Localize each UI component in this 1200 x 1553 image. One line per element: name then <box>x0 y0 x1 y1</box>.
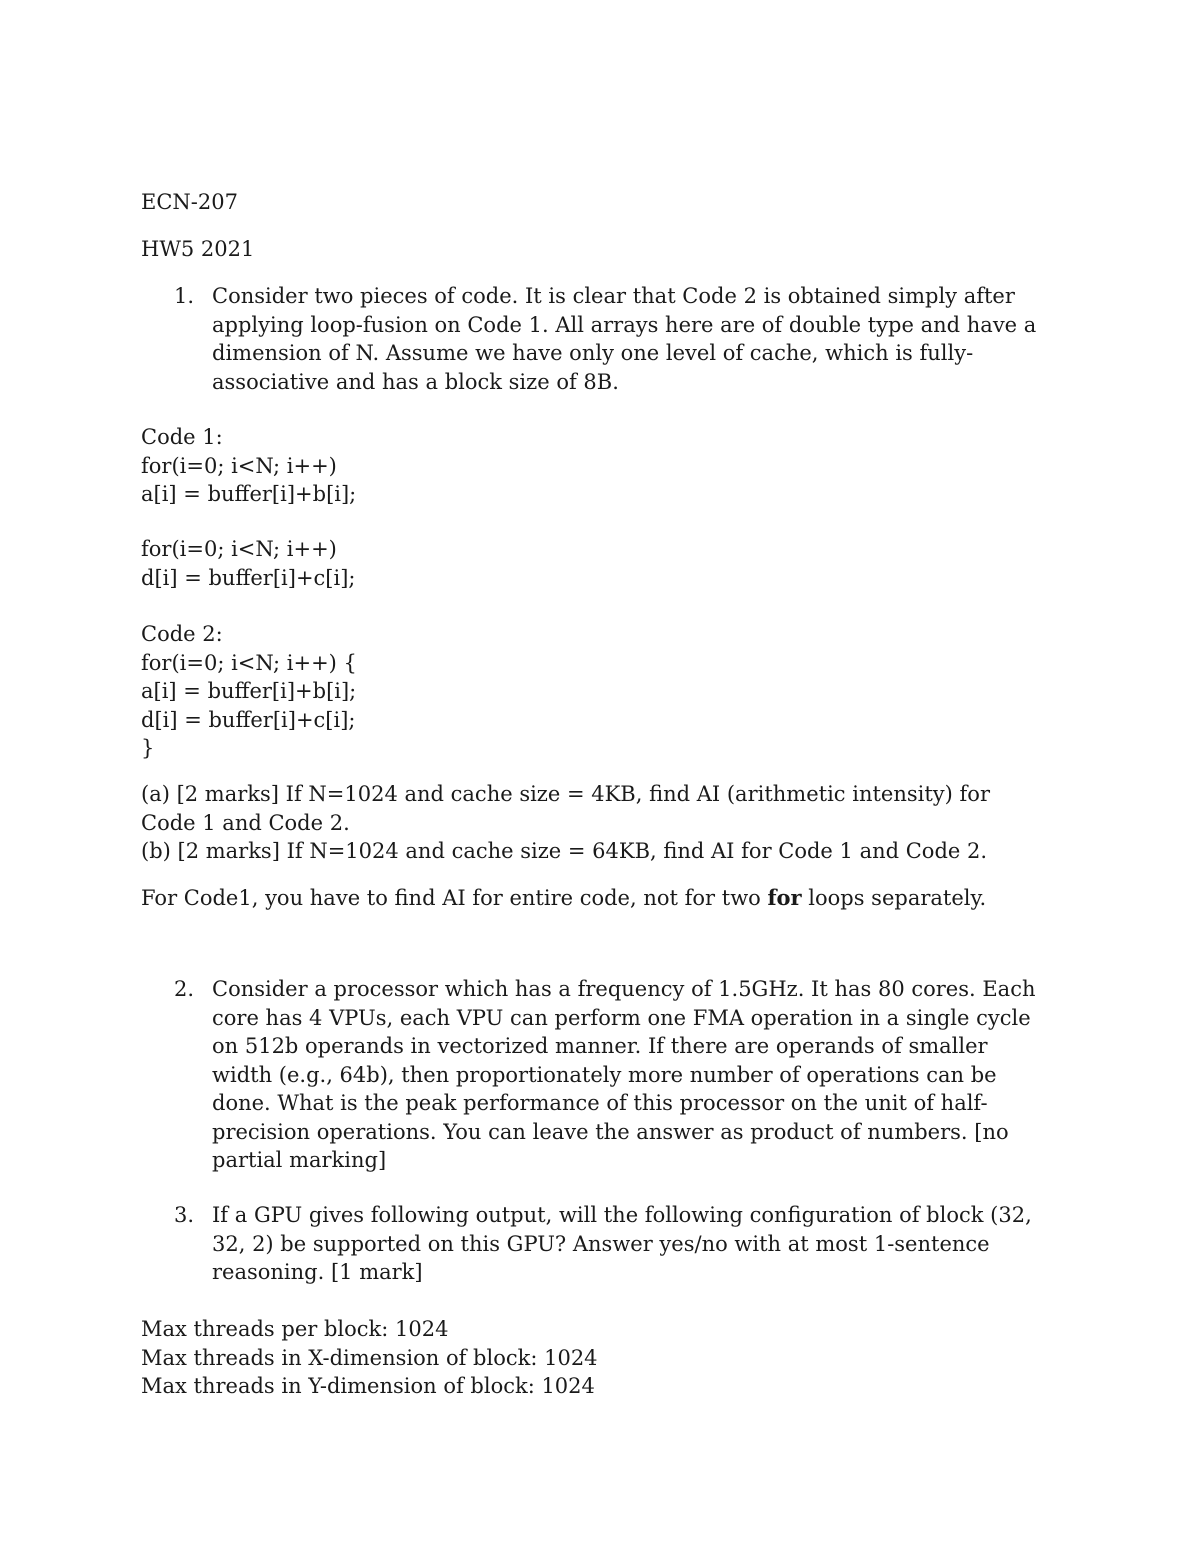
code-2-body-line: a[i] = buffer[i]+b[i]; <box>141 679 357 703</box>
question-2-line: done. What is the peak performance of this processor on the unit of half- <box>212 1091 988 1115</box>
course-code-text: ECN-207 <box>141 190 238 214</box>
note-text-after: loops separately. <box>801 886 987 910</box>
code-1-loop2-header: for(i=0; i<N; i++) <box>141 537 337 561</box>
course-code <box>141 188 1081 217</box>
note-text-before: For Code1, you have to find AI for entire code, not for two <box>141 886 768 910</box>
question-2-line: precision operations. You can leave the answer as product of numbers. [no <box>212 1119 1009 1144</box>
code-1-loop1-header: for(i=0; i<N; i++) <box>141 453 337 478</box>
code-2-label: Code 2: <box>141 622 223 646</box>
question-1-parts <box>141 780 1081 866</box>
code1-note <box>141 884 1081 913</box>
question-1-text <box>212 282 1072 396</box>
code-1-block <box>141 423 1081 509</box>
note-bold-keyword: for <box>767 885 802 910</box>
question-3-line: If a GPU gives following output, will the following configuration of block (32, <box>212 1203 1032 1227</box>
part-a-line: (a) [2 marks] If N=1024 and cache size = 4KB, find AI (arithmetic intensity) for <box>141 782 990 806</box>
question-2-text <box>212 975 1072 1175</box>
code-1-loop1-body: a[i] = buffer[i]+b[i]; <box>141 482 357 506</box>
question-2-line: partial marking] <box>212 1148 387 1172</box>
question-2-line: on 512b operands in vectorized manner. If there are operands of smaller <box>212 1034 988 1058</box>
gpu-output-line: Max threads in Y-dimension of block: 1024 <box>141 1374 595 1398</box>
gpu-output-line: Max threads per block: 1024 <box>141 1317 449 1341</box>
question-3-number: 3. <box>174 1203 195 1227</box>
question-1-line: applying loop-fusion on Code 1. All arrays here are of double type and have a <box>212 312 1037 337</box>
code-2-body-line: d[i] = buffer[i]+c[i]; <box>141 707 356 732</box>
code-1-loop2-body: d[i] = buffer[i]+c[i]; <box>141 565 356 590</box>
question-2-number: 2. <box>174 977 195 1001</box>
code-2-loop-header: for(i=0; i<N; i++) { <box>141 650 357 675</box>
question-3-line: 32, 2) be supported on this GPU? Answer yes/no with at most 1-sentence <box>212 1231 990 1256</box>
code-1-label: Code 1: <box>141 425 223 449</box>
question-1-line: Consider two pieces of code. It is clear that Code 2 is obtained simply after <box>212 284 1015 308</box>
homework-title <box>141 235 1081 264</box>
part-b-line: (b) [2 marks] If N=1024 and cache size = 64KB, find AI for Code 1 and Code 2. <box>141 839 988 863</box>
gpu-output-block <box>141 1315 1081 1401</box>
question-1-line: associative and has a block size of 8B. <box>212 369 619 394</box>
question-3-line: reasoning. [1 mark] <box>212 1260 423 1284</box>
question-2-line: core has 4 VPUs, each VPU can perform one FMA operation in a single cycle <box>212 1005 1031 1030</box>
question-3-text <box>212 1201 1072 1287</box>
homework-title-text: HW5 2021 <box>141 237 255 261</box>
part-a-line: Code 1 and Code 2. <box>141 810 350 835</box>
code-2-close-brace: } <box>141 736 155 760</box>
code-1-second-loop <box>141 535 1081 592</box>
question-1-line: dimension of N. Assume we have only one level of cache, which is fully- <box>212 341 974 365</box>
question-1-number: 1. <box>174 284 195 308</box>
question-2-line: Consider a processor which has a frequency of 1.5GHz. It has 80 cores. Each <box>212 977 1036 1001</box>
code-2-block <box>141 620 1081 763</box>
code1-note-text <box>141 884 1081 913</box>
question-2-line: width (e.g., 64b), then proportionately more number of operations can be <box>212 1062 997 1087</box>
gpu-output-line: Max threads in X-dimension of block: 1024 <box>141 1345 598 1370</box>
